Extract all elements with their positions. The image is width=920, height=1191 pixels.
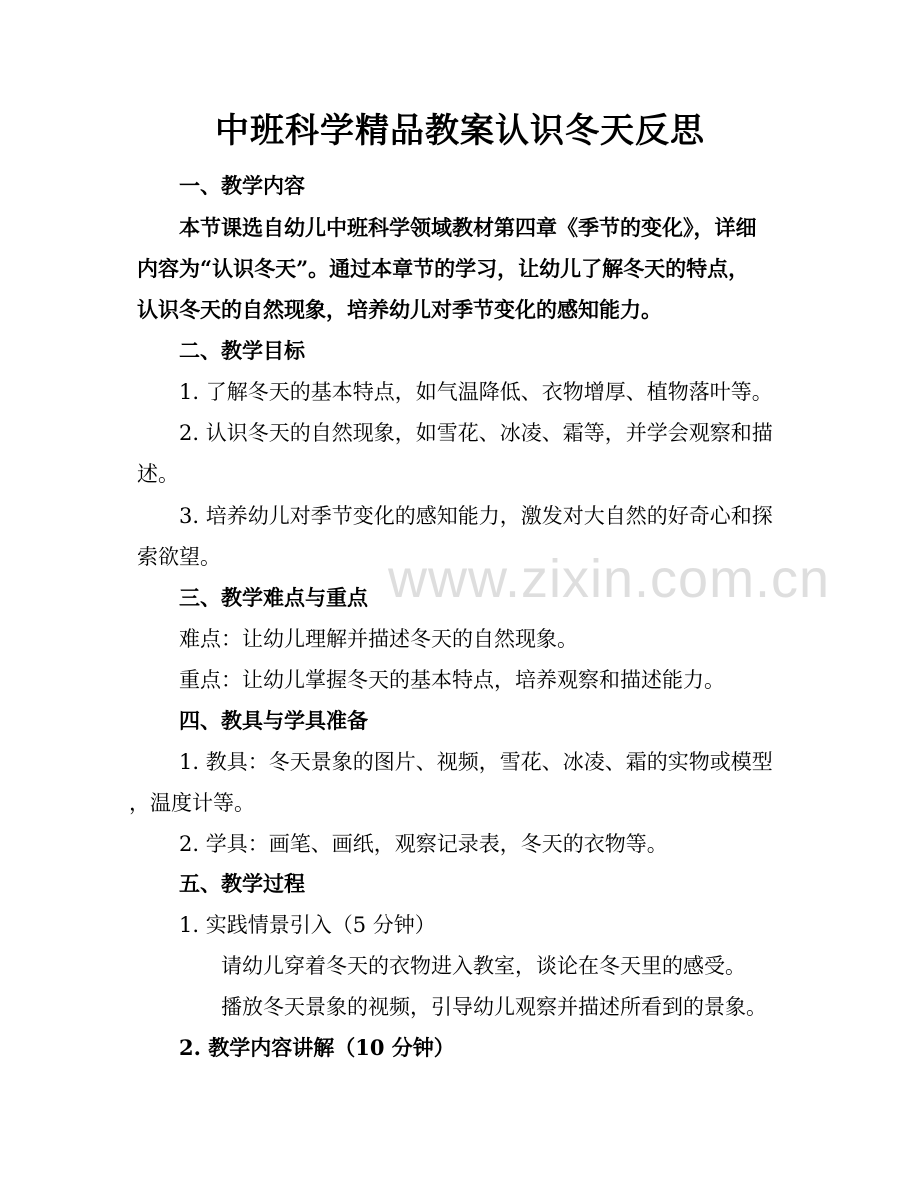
process-detail: 播放冬天景象的视频，引导幼儿观察并描述所看到的景象。 <box>221 995 767 1019</box>
section-heading-difficulties: 三、教学难点与重点 <box>179 585 368 610</box>
watermark: www.zixin.com.cn <box>388 549 831 609</box>
paragraph-line: 本节课选自幼儿中班科学领域教材第四章《季节的变化》，详细 <box>179 215 757 240</box>
goal-item: 2. 认识冬天的自然现象，如雪花、冰凌、霜等，并学会观察和描 <box>179 421 773 445</box>
difficulty-item: 难点：让幼儿理解并描述冬天的自然现象。 <box>179 627 578 651</box>
document-title: 中班科学精品教案认识冬天反思 <box>215 111 705 151</box>
goal-item-continuation: 索欲望。 <box>137 545 221 569</box>
section-heading-goals: 二、教学目标 <box>179 338 305 363</box>
process-step: 2. 教学内容讲解（10 分钟） <box>179 1035 455 1060</box>
material-item-continuation: ，温度计等。 <box>129 791 255 815</box>
section-heading-content: 一、教学内容 <box>179 173 305 198</box>
material-item: 2. 学具：画笔、画纸，观察记录表，冬天的衣物等。 <box>179 832 668 856</box>
paragraph-line: 认识冬天的自然现象，培养幼儿对季节变化的感知能力。 <box>137 297 662 322</box>
goal-item: 1. 了解冬天的基本特点，如气温降低、衣物增厚、植物落叶等。 <box>179 380 773 404</box>
process-step: 1. 实践情景引入（5 分钟） <box>179 913 436 937</box>
goal-item: 3. 培养幼儿对季节变化的感知能力，激发对大自然的好奇心和探 <box>179 504 773 528</box>
section-heading-process: 五、教学过程 <box>179 871 305 896</box>
goal-item-continuation: 述。 <box>137 462 179 486</box>
process-detail: 请幼儿穿着冬天的衣物进入教室，谈论在冬天里的感受。 <box>221 954 746 978</box>
section-heading-materials: 四、教具与学具准备 <box>179 708 368 733</box>
key-point-item: 重点：让幼儿掌握冬天的基本特点，培养观察和描述能力。 <box>179 668 725 692</box>
material-item: 1. 教具：冬天景象的图片、视频，雪花、冰凌、霜的实物或模型 <box>179 750 773 774</box>
paragraph-line: 内容为“认识冬天”。通过本章节的学习，让幼儿了解冬天的特点， <box>137 256 750 281</box>
